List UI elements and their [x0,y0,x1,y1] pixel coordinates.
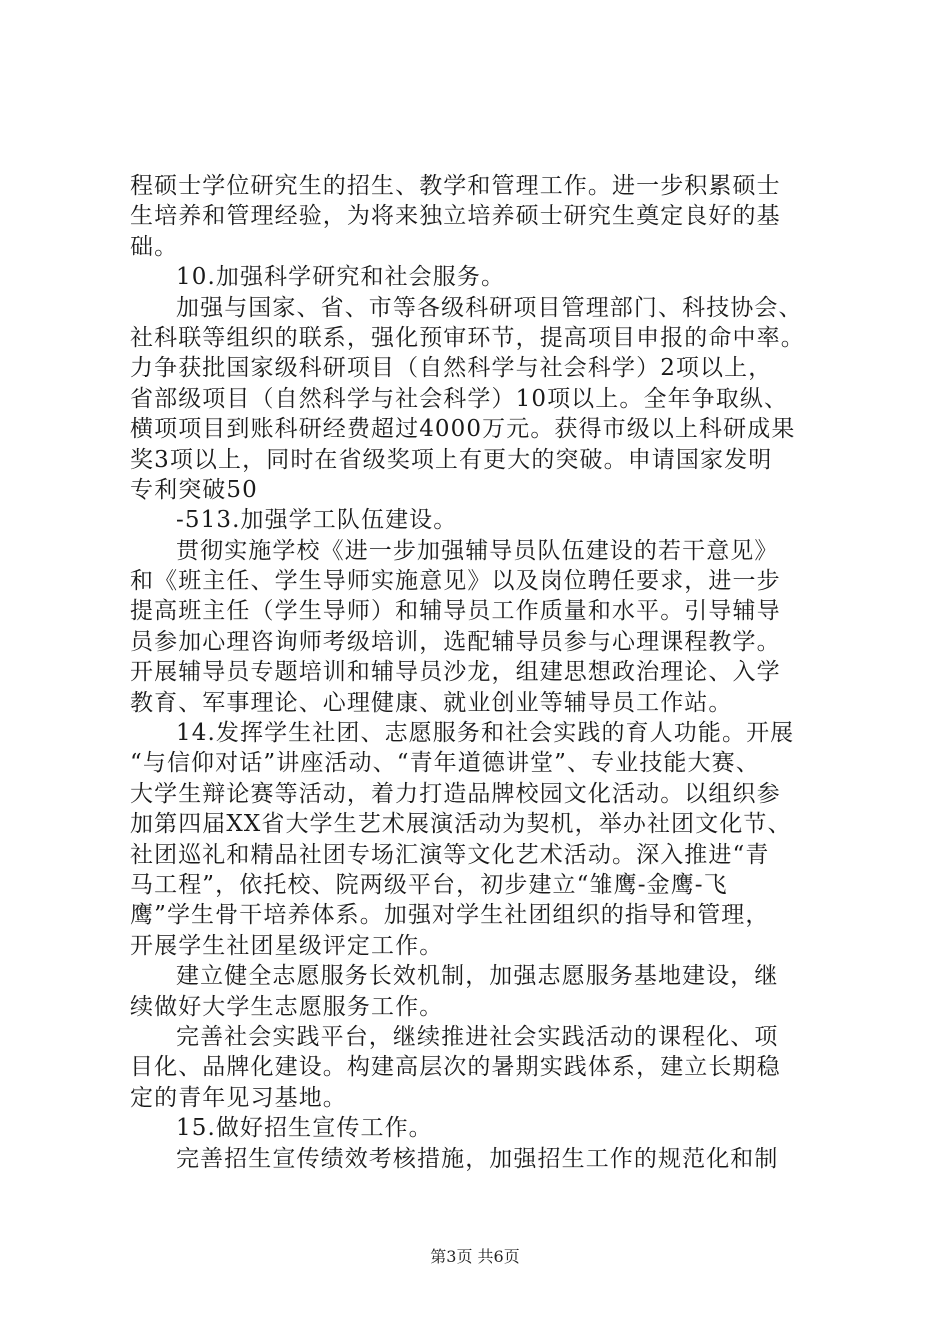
text-line: 目化、品牌化建设。构建高层次的暑期实践体系，建立长期稳 [130,1054,781,1081]
page-footer [0,1244,950,1267]
text-line: 完善社会实践平台，继续推进社会实践活动的课程化、项 [176,1023,779,1050]
text-line: 大学生辩论赛等活动，着力打造品牌校园文化活动。以组织参 [130,780,781,807]
text-line: 程硕士学位研究生的招生、教学和管理工作。进一步积累硕士 [130,173,781,199]
text-line: 提高班主任（学生导师）和辅导员工作质量和水平。引导辅导 [130,598,781,625]
text-line: 完善招生宣传绩效考核措施，加强招生工作的规范化和制 [176,1145,779,1172]
text-line: 社科联等组织的联系，强化预审环节，提高项目申报的命中率。 [130,324,805,351]
text-line: 15.做好招生宣传工作。 [176,1115,433,1142]
text-line: 员参加心理咨询师考级培训，选配辅导员参与心理课程教学。 [130,628,781,655]
text-line: 贯彻实施学校《进一步加强辅导员队伍建设的若干意见》 [176,537,779,564]
text-line: 础。 [130,233,179,260]
text-line: 和《班主任、学生导师实施意见》以及岗位聘任要求，进一步 [130,568,781,595]
text-line: -513.加强学工队伍建设。 [176,507,458,534]
text-line: 开展辅导员专题培训和辅导员沙龙，组建思想政治理论、入学 [130,659,781,686]
text-line: 专利突破50 [130,476,258,503]
text-line: 加强与国家、省、市等各级科研项目管理部门、科技协会、 [176,294,803,321]
text-line: 14.发挥学生社团、志愿服务和社会实践的育人功能。开展 [176,720,795,747]
text-line: 力争获批国家级科研项目（自然科学与社会科学）2项以上， [130,355,773,382]
text-line: 教育、军事理论、心理健康、就业创业等辅导员工作站。 [130,689,733,716]
text-line: 社团巡礼和精品社团专场汇演等文化艺术活动。深入推进“青 [130,841,770,868]
text-line: 开展学生社团星级评定工作。 [130,932,444,959]
text-line: 建立健全志愿服务长效机制，加强志愿服务基地建设，继 [176,963,779,990]
text-line: 鹰”学生骨干培养体系。加强对学生社团组织的指导和管理， [130,902,770,929]
text-line: 马工程”，依托校、院两级平台，初步建立“雏鹰-金鹰-飞 [130,871,728,898]
text-line: 奖3项以上，同时在省级奖项上有更大的突破。申请国家发明 [130,446,773,473]
text-line: 10.加强科学研究和社会服务。 [176,264,506,291]
text-line: 省部级项目（自然科学与社会科学）10项以上。全年争取纵、 [130,385,789,412]
text-line: 续做好大学生志愿服务工作。 [130,993,444,1020]
text-line: 横项项目到账科研经费超过4000万元。获得市级以上科研成果 [130,416,796,443]
text-line: 生培养和管理经验，为将来独立培养硕士研究生奠定良好的基 [130,203,781,230]
document-body [130,171,830,1174]
text-line: “与信仰对话”讲座活动、“青年道德讲堂”、专业技能大赛、 [130,750,760,777]
page-number-label: 第3页 共6页 [430,1247,520,1266]
text-line: 定的青年见习基地。 [130,1084,347,1111]
text-line: 加第四届XX省大学生艺术展演活动为契机，举办社团文化节、 [130,811,792,838]
